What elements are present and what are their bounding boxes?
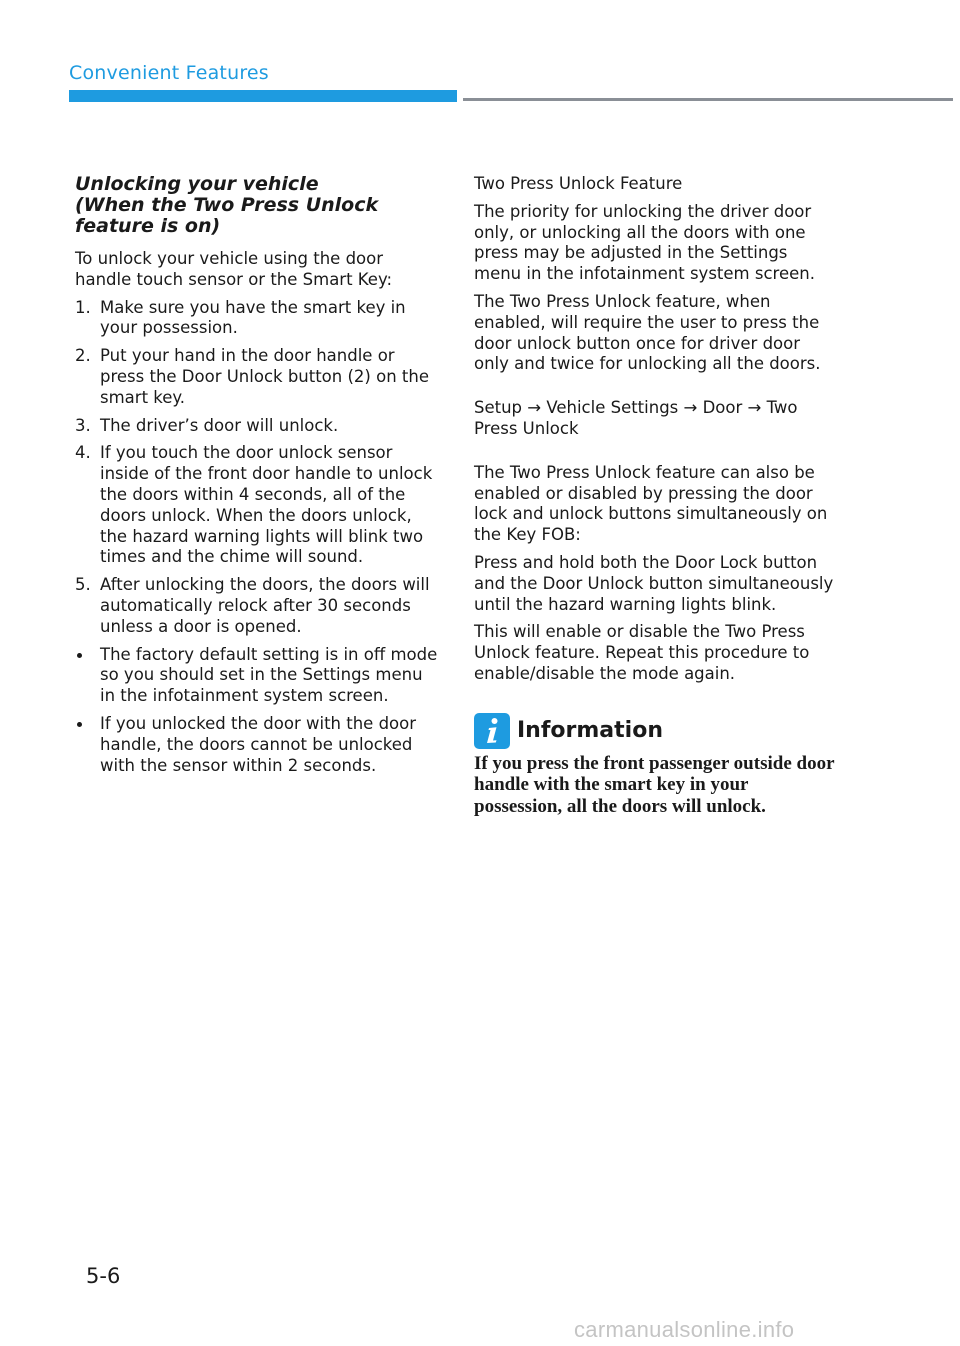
paragraph: The priority for unlocking the driver door only, or unlocking all the doors with one press may be adjusted in the Settings menu in the infotainment system screen. — [474, 201, 815, 284]
step-number: 2. — [75, 346, 91, 366]
step-text: If you touch the door unlock sensor inside of the front door handle to unlock the doors within 4 seconds, all of the doors unlock. When the doors unlock, the hazard warning lights will blink two times and the chime will sound. — [100, 443, 433, 567]
header-accent-bar — [69, 90, 457, 102]
step-text: Put your hand in the door handle or press the Door Unlock button (2) on the smart key. — [100, 346, 429, 407]
watermark: carmanualsonline.info — [574, 1317, 795, 1342]
list-item — [75, 714, 440, 776]
paragraph: This will enable or disable the Two Press Unlock feature. Repeat this procedure to enable/disable the mode again. — [474, 622, 810, 683]
section-header-title: Convenient Features — [69, 62, 269, 84]
left-column — [75, 174, 440, 783]
step-text: The driver’s door will unlock. — [100, 415, 339, 435]
step-text: Make sure you have the smart key in your possession. — [100, 297, 406, 338]
paragraph: The Two Press Unlock feature can also be enabled or disabled by pressing the door lock and unlock buttons simultaneously on the Key FOB: — [474, 462, 828, 545]
list-item — [75, 443, 440, 568]
step-text: After unlocking the doors, the doors will automatically relock after 30 seconds unless a door is opened. — [100, 575, 430, 636]
page-number: 5-6 — [86, 1264, 121, 1288]
step-number: 4. — [75, 443, 91, 463]
list-item — [75, 416, 440, 437]
paragraph: Press and hold both the Door Lock button and the Door Unlock button simultaneously until the hazard warning lights blink. — [474, 552, 834, 614]
feature-subtitle: Two Press Unlock Feature — [474, 174, 683, 193]
note-text: If you unlocked the door with the door handle, the doors cannot be unlocked with the sensor within 2 seconds. — [100, 713, 417, 775]
list-item — [75, 298, 440, 340]
step-number: 1. — [75, 297, 91, 317]
section-title — [75, 174, 440, 237]
right-column — [474, 174, 839, 817]
section-title-line-1: Unlocking your vehicle — [75, 173, 319, 195]
section-title-line-2: (When the Two Press Unlock feature is on) — [75, 194, 379, 237]
bullet-icon — [77, 722, 82, 727]
steps-list — [75, 298, 440, 638]
list-item — [75, 346, 440, 408]
information-icon — [474, 713, 510, 749]
note-text: The factory default setting is in off mode so you should set in the Settings menu in the infotainment system screen. — [100, 644, 438, 706]
intro-paragraph: To unlock your vehicle using the door handle touch sensor or the Smart Key: — [75, 249, 393, 289]
bullet-icon — [77, 653, 82, 658]
information-text: If you press the front passenger outside door handle with the smart key in your possession, all the doors will unlock. — [474, 752, 835, 817]
settings-path: Setup → Vehicle Settings → Door → Two Press Unlock — [474, 398, 798, 438]
information-heading: Information — [517, 718, 663, 744]
list-item — [75, 575, 440, 637]
list-item — [75, 645, 440, 707]
step-number: 5. — [75, 575, 91, 595]
paragraph: The Two Press Unlock feature, when enabled, will require the user to press the door unlock button once for driver door only and twice for unlocking all the doors. — [474, 291, 821, 374]
header-rule — [463, 98, 953, 101]
information-box-heading — [474, 713, 839, 749]
notes-list — [75, 645, 440, 777]
step-number: 3. — [75, 415, 91, 435]
